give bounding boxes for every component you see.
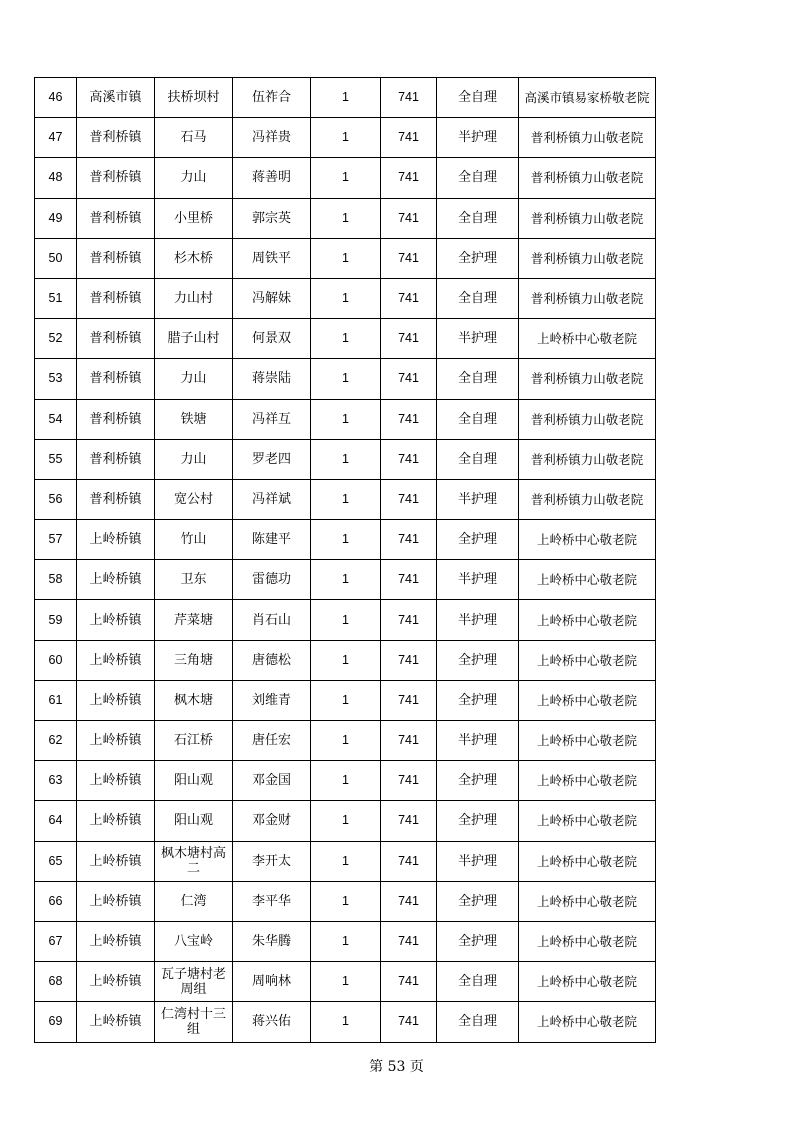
care-level-cell: 全护理	[437, 921, 519, 961]
amount-cell: 741	[381, 479, 437, 519]
name-cell: 李开太	[233, 841, 311, 881]
row-number: 62	[35, 721, 77, 761]
amount-cell: 741	[381, 399, 437, 439]
village-cell: 石马	[155, 118, 233, 158]
count-cell: 1	[311, 78, 381, 118]
care-level-cell: 全自理	[437, 158, 519, 198]
beneficiary-table	[34, 77, 656, 1043]
table-row	[35, 801, 656, 841]
row-number: 66	[35, 881, 77, 921]
care-level-cell: 全护理	[437, 881, 519, 921]
table-body	[35, 78, 656, 1043]
count-cell: 1	[311, 1002, 381, 1042]
table-row	[35, 278, 656, 318]
row-number: 49	[35, 198, 77, 238]
institution-cell: 上岭桥中心敬老院	[519, 841, 656, 881]
table-row	[35, 359, 656, 399]
count-cell: 1	[311, 560, 381, 600]
count-cell: 1	[311, 801, 381, 841]
town-cell: 上岭桥镇	[77, 841, 155, 881]
table-row	[35, 158, 656, 198]
amount-cell: 741	[381, 841, 437, 881]
amount-cell: 741	[381, 439, 437, 479]
institution-cell: 上岭桥中心敬老院	[519, 761, 656, 801]
institution-cell: 上岭桥中心敬老院	[519, 921, 656, 961]
village-cell: 宽公村	[155, 479, 233, 519]
count-cell: 1	[311, 721, 381, 761]
village-cell: 力山	[155, 439, 233, 479]
name-cell: 郭宗英	[233, 198, 311, 238]
count-cell: 1	[311, 238, 381, 278]
name-cell: 蒋善明	[233, 158, 311, 198]
row-number: 58	[35, 560, 77, 600]
village-cell: 八宝岭	[155, 921, 233, 961]
town-cell: 高溪市镇	[77, 78, 155, 118]
amount-cell: 741	[381, 1002, 437, 1042]
town-cell: 上岭桥镇	[77, 1002, 155, 1042]
name-cell: 冯解妹	[233, 278, 311, 318]
name-cell: 周响林	[233, 962, 311, 1002]
name-cell: 冯祥斌	[233, 479, 311, 519]
institution-cell: 普利桥镇力山敬老院	[519, 198, 656, 238]
table-row	[35, 640, 656, 680]
count-cell: 1	[311, 359, 381, 399]
amount-cell: 741	[381, 721, 437, 761]
table-row	[35, 761, 656, 801]
care-level-cell: 全自理	[437, 198, 519, 238]
row-number: 48	[35, 158, 77, 198]
table-row	[35, 881, 656, 921]
care-level-cell: 全护理	[437, 640, 519, 680]
amount-cell: 741	[381, 359, 437, 399]
institution-cell: 普利桥镇力山敬老院	[519, 359, 656, 399]
village-cell: 小里桥	[155, 198, 233, 238]
row-number: 57	[35, 520, 77, 560]
count-cell: 1	[311, 640, 381, 680]
town-cell: 上岭桥镇	[77, 761, 155, 801]
row-number: 60	[35, 640, 77, 680]
institution-cell: 上岭桥中心敬老院	[519, 319, 656, 359]
count-cell: 1	[311, 841, 381, 881]
institution-cell: 上岭桥中心敬老院	[519, 962, 656, 1002]
care-level-cell: 全自理	[437, 439, 519, 479]
name-cell: 蒋崇陆	[233, 359, 311, 399]
village-cell: 力山	[155, 359, 233, 399]
institution-cell: 上岭桥中心敬老院	[519, 560, 656, 600]
name-cell: 何景双	[233, 319, 311, 359]
care-level-cell: 半护理	[437, 319, 519, 359]
care-level-cell: 全护理	[437, 520, 519, 560]
count-cell: 1	[311, 761, 381, 801]
row-number: 52	[35, 319, 77, 359]
care-level-cell: 全护理	[437, 801, 519, 841]
institution-cell: 上岭桥中心敬老院	[519, 600, 656, 640]
care-level-cell: 全自理	[437, 1002, 519, 1042]
institution-cell: 普利桥镇力山敬老院	[519, 158, 656, 198]
name-cell: 周铁平	[233, 238, 311, 278]
table-row	[35, 479, 656, 519]
row-number: 65	[35, 841, 77, 881]
row-number: 46	[35, 78, 77, 118]
name-cell: 朱华腾	[233, 921, 311, 961]
care-level-cell: 全自理	[437, 962, 519, 1002]
count-cell: 1	[311, 881, 381, 921]
row-number: 55	[35, 439, 77, 479]
village-cell: 扶桥坝村	[155, 78, 233, 118]
count-cell: 1	[311, 278, 381, 318]
town-cell: 普利桥镇	[77, 158, 155, 198]
institution-cell: 普利桥镇力山敬老院	[519, 238, 656, 278]
village-cell: 芹菜塘	[155, 600, 233, 640]
care-level-cell: 全护理	[437, 680, 519, 720]
count-cell: 1	[311, 962, 381, 1002]
name-cell: 冯祥互	[233, 399, 311, 439]
table-row	[35, 600, 656, 640]
town-cell: 上岭桥镇	[77, 600, 155, 640]
village-cell: 力山	[155, 158, 233, 198]
amount-cell: 741	[381, 881, 437, 921]
care-level-cell: 全自理	[437, 359, 519, 399]
town-cell: 上岭桥镇	[77, 640, 155, 680]
institution-cell: 上岭桥中心敬老院	[519, 640, 656, 680]
row-number: 63	[35, 761, 77, 801]
institution-cell: 普利桥镇力山敬老院	[519, 479, 656, 519]
village-cell: 阳山观	[155, 761, 233, 801]
town-cell: 普利桥镇	[77, 399, 155, 439]
table-row	[35, 238, 656, 278]
town-cell: 上岭桥镇	[77, 680, 155, 720]
row-number: 69	[35, 1002, 77, 1042]
village-cell: 阳山观	[155, 801, 233, 841]
institution-cell: 上岭桥中心敬老院	[519, 801, 656, 841]
village-cell: 仁湾	[155, 881, 233, 921]
count-cell: 1	[311, 600, 381, 640]
name-cell: 伍祚合	[233, 78, 311, 118]
row-number: 68	[35, 962, 77, 1002]
table-row	[35, 520, 656, 560]
name-cell: 蒋兴佑	[233, 1002, 311, 1042]
table-row	[35, 680, 656, 720]
table-row	[35, 841, 656, 881]
name-cell: 邓金国	[233, 761, 311, 801]
care-level-cell: 半护理	[437, 560, 519, 600]
name-cell: 雷德功	[233, 560, 311, 600]
amount-cell: 741	[381, 921, 437, 961]
row-number: 59	[35, 600, 77, 640]
count-cell: 1	[311, 158, 381, 198]
amount-cell: 741	[381, 198, 437, 238]
institution-cell: 高溪市镇易家桥敬老院	[519, 78, 656, 118]
row-number: 53	[35, 359, 77, 399]
amount-cell: 741	[381, 319, 437, 359]
institution-cell: 上岭桥中心敬老院	[519, 520, 656, 560]
row-number: 64	[35, 801, 77, 841]
town-cell: 普利桥镇	[77, 238, 155, 278]
village-cell: 竹山	[155, 520, 233, 560]
table-row	[35, 962, 656, 1002]
count-cell: 1	[311, 399, 381, 439]
town-cell: 上岭桥镇	[77, 520, 155, 560]
village-cell: 铁塘	[155, 399, 233, 439]
village-cell: 腊子山村	[155, 319, 233, 359]
count-cell: 1	[311, 118, 381, 158]
count-cell: 1	[311, 921, 381, 961]
village-cell: 力山村	[155, 278, 233, 318]
count-cell: 1	[311, 198, 381, 238]
institution-cell: 上岭桥中心敬老院	[519, 881, 656, 921]
town-cell: 普利桥镇	[77, 278, 155, 318]
row-number: 47	[35, 118, 77, 158]
name-cell: 刘维青	[233, 680, 311, 720]
amount-cell: 741	[381, 238, 437, 278]
name-cell: 陈建平	[233, 520, 311, 560]
table-row	[35, 721, 656, 761]
care-level-cell: 半护理	[437, 600, 519, 640]
village-cell: 卫东	[155, 560, 233, 600]
care-level-cell: 半护理	[437, 721, 519, 761]
village-cell: 枫木塘村高二	[155, 841, 233, 881]
row-number: 51	[35, 278, 77, 318]
table-row	[35, 399, 656, 439]
row-number: 61	[35, 680, 77, 720]
town-cell: 上岭桥镇	[77, 881, 155, 921]
amount-cell: 741	[381, 640, 437, 680]
amount-cell: 741	[381, 118, 437, 158]
town-cell: 上岭桥镇	[77, 962, 155, 1002]
care-level-cell: 全护理	[437, 238, 519, 278]
table-row	[35, 198, 656, 238]
name-cell: 冯祥贵	[233, 118, 311, 158]
table-row	[35, 439, 656, 479]
table-row	[35, 921, 656, 961]
count-cell: 1	[311, 319, 381, 359]
town-cell: 普利桥镇	[77, 198, 155, 238]
amount-cell: 741	[381, 680, 437, 720]
institution-cell: 普利桥镇力山敬老院	[519, 118, 656, 158]
name-cell: 邓金财	[233, 801, 311, 841]
amount-cell: 741	[381, 78, 437, 118]
institution-cell: 上岭桥中心敬老院	[519, 721, 656, 761]
amount-cell: 741	[381, 600, 437, 640]
village-cell: 瓦子塘村老周组	[155, 962, 233, 1002]
institution-cell: 上岭桥中心敬老院	[519, 680, 656, 720]
count-cell: 1	[311, 680, 381, 720]
page-number: 第 53 页	[369, 1059, 424, 1075]
amount-cell: 741	[381, 278, 437, 318]
amount-cell: 741	[381, 761, 437, 801]
name-cell: 罗老四	[233, 439, 311, 479]
village-cell: 仁湾村十三组	[155, 1002, 233, 1042]
count-cell: 1	[311, 479, 381, 519]
name-cell: 唐任宏	[233, 721, 311, 761]
town-cell: 普利桥镇	[77, 479, 155, 519]
amount-cell: 741	[381, 962, 437, 1002]
town-cell: 上岭桥镇	[77, 721, 155, 761]
table-row	[35, 319, 656, 359]
town-cell: 普利桥镇	[77, 319, 155, 359]
row-number: 67	[35, 921, 77, 961]
town-cell: 普利桥镇	[77, 359, 155, 399]
town-cell: 上岭桥镇	[77, 560, 155, 600]
care-level-cell: 半护理	[437, 118, 519, 158]
institution-cell: 普利桥镇力山敬老院	[519, 439, 656, 479]
care-level-cell: 全护理	[437, 761, 519, 801]
institution-cell: 普利桥镇力山敬老院	[519, 399, 656, 439]
table-row	[35, 1002, 656, 1042]
town-cell: 上岭桥镇	[77, 921, 155, 961]
care-level-cell: 半护理	[437, 479, 519, 519]
care-level-cell: 半护理	[437, 841, 519, 881]
count-cell: 1	[311, 520, 381, 560]
table-row	[35, 78, 656, 118]
institution-cell: 上岭桥中心敬老院	[519, 1002, 656, 1042]
care-level-cell: 全自理	[437, 78, 519, 118]
amount-cell: 741	[381, 158, 437, 198]
town-cell: 普利桥镇	[77, 439, 155, 479]
name-cell: 唐德松	[233, 640, 311, 680]
table-row	[35, 118, 656, 158]
care-level-cell: 全自理	[437, 399, 519, 439]
amount-cell: 741	[381, 801, 437, 841]
village-cell: 枫木塘	[155, 680, 233, 720]
row-number: 54	[35, 399, 77, 439]
count-cell: 1	[311, 439, 381, 479]
row-number: 50	[35, 238, 77, 278]
name-cell: 肖石山	[233, 600, 311, 640]
village-cell: 三角塘	[155, 640, 233, 680]
amount-cell: 741	[381, 560, 437, 600]
village-cell: 石江桥	[155, 721, 233, 761]
row-number: 56	[35, 479, 77, 519]
institution-cell: 普利桥镇力山敬老院	[519, 278, 656, 318]
town-cell: 普利桥镇	[77, 118, 155, 158]
amount-cell: 741	[381, 520, 437, 560]
village-cell: 杉木桥	[155, 238, 233, 278]
care-level-cell: 全自理	[437, 278, 519, 318]
town-cell: 上岭桥镇	[77, 801, 155, 841]
name-cell: 李平华	[233, 881, 311, 921]
table-row	[35, 560, 656, 600]
